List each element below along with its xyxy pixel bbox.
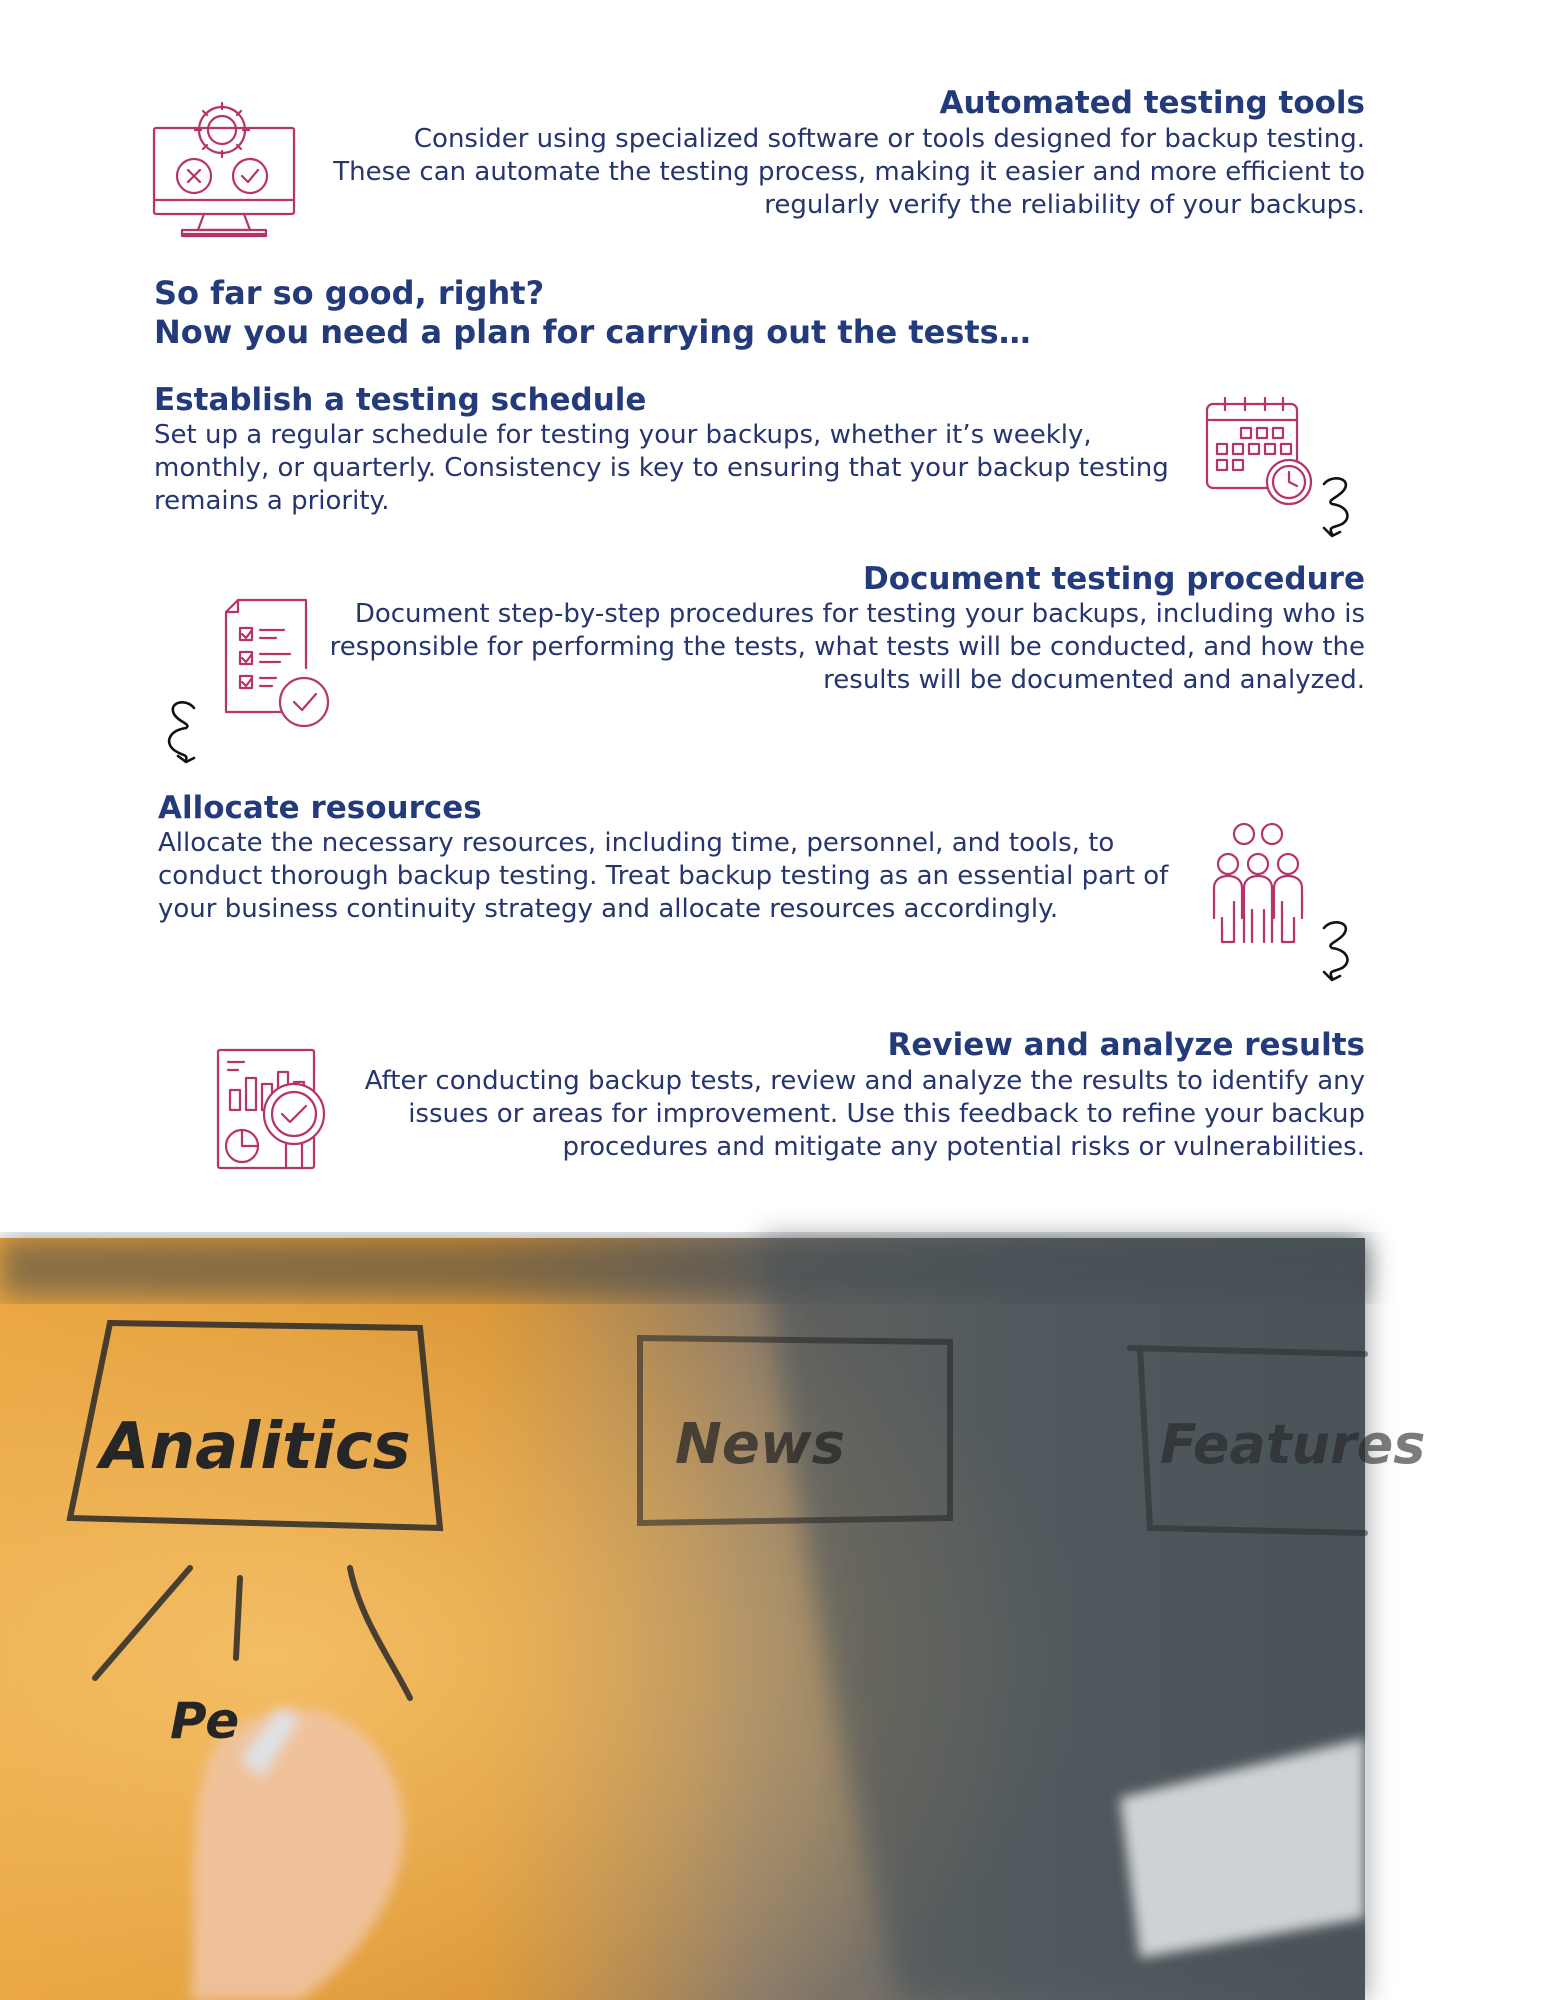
document-procedure-title: Document testing procedure — [862, 561, 1365, 597]
text-line: Set up a regular schedule for testing your backups, whether it’s weekly, — [154, 420, 1092, 450]
calendar-clock-icon — [1205, 396, 1317, 508]
board-word: Analitics — [100, 1410, 411, 1484]
text-line: responsible for performing the tests, what tests will be conducted, and how the — [329, 632, 1365, 662]
text-line: results will be documented and analyzed. — [823, 665, 1365, 695]
text-line: monthly, or quarterly. Consistency is key to ensuring that your backup testing — [154, 453, 1169, 483]
intro-line-1: So far so good, right? — [154, 274, 545, 312]
review-results-title: Review and analyze results — [887, 1027, 1365, 1063]
squiggle-arrow-decoration — [1318, 918, 1362, 990]
text-line: regularly verify the reliability of your backups. — [764, 190, 1365, 220]
text-line: issues or areas for improvement. Use this feedback to refine your backup — [408, 1099, 1365, 1129]
automated-testing-title: Automated testing tools — [939, 85, 1365, 121]
squiggle-arrow-decoration — [1318, 474, 1362, 546]
document-procedure-text — [315, 598, 1365, 697]
board-word: Features — [1160, 1413, 1426, 1476]
text-line: Consider using specialized software or tools designed for backup testing. — [413, 124, 1365, 154]
text-line: After conducting backup tests, review and analyze the results to identify any — [364, 1066, 1365, 1096]
review-results-text — [315, 1065, 1365, 1164]
monitor-gear-check-icon — [152, 100, 298, 242]
text-line: Document step-by-step procedures for testing your backups, including who is — [354, 599, 1365, 629]
report-analysis-icon — [216, 1048, 328, 1172]
automated-testing-text — [315, 123, 1365, 222]
schedule-text — [154, 419, 1204, 518]
whiteboard-photo — [0, 1238, 1426, 2000]
board-word: Pe — [170, 1692, 240, 1750]
text-line: These can automate the testing process, making it easier and more efficient to — [333, 157, 1365, 187]
text-line: procedures and mitigate any potential risks or vulnerabilities. — [562, 1132, 1365, 1162]
allocate-resources-title: Allocate resources — [158, 790, 482, 826]
squiggle-arrow-decoration — [160, 698, 204, 772]
board-word: News — [675, 1412, 845, 1477]
allocate-resources-text — [158, 827, 1208, 926]
intro-line-2: Now you need a plan for carrying out the tests… — [154, 313, 1031, 351]
text-line: your business continuity strategy and allocate resources accordingly. — [158, 894, 1059, 924]
text-line: Allocate the necessary resources, including time, personnel, and tools, to — [158, 828, 1115, 858]
text-line: conduct thorough backup testing. Treat backup testing as an essential part of — [158, 861, 1169, 891]
text-line: remains a priority. — [154, 486, 390, 516]
schedule-title: Establish a testing schedule — [154, 382, 647, 418]
team-people-icon — [1210, 822, 1306, 948]
